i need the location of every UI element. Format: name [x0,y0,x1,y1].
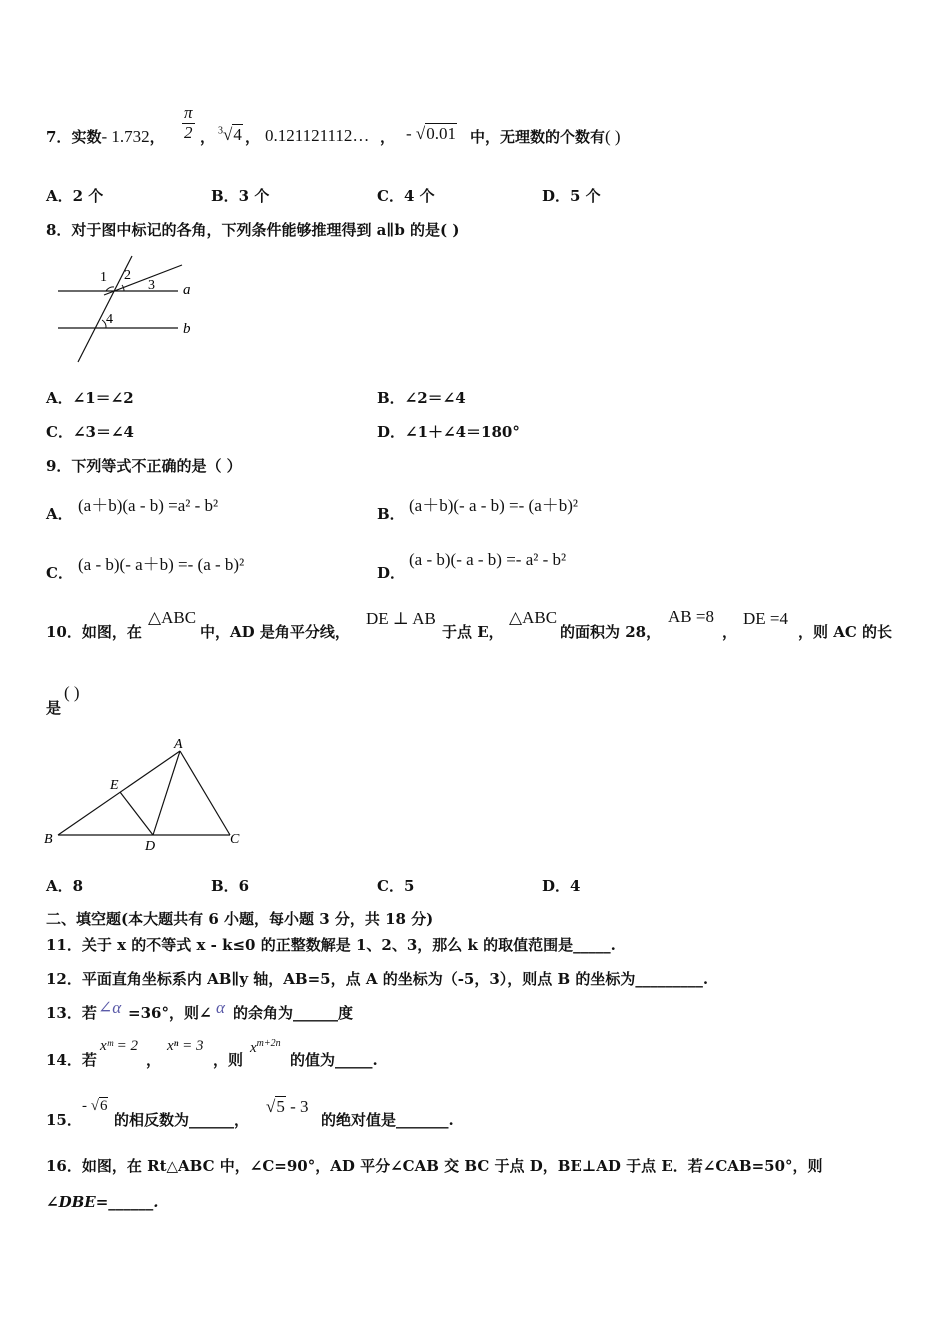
q14-prefix: 14．若 [46,1051,97,1069]
q14-expr-1: xᵐ = 2 [100,1038,139,1054]
q10-option-c: C．5 [377,877,415,895]
sqrt-sign-icon: √ [223,125,233,144]
q11-question: 11．关于 x 的不等式 x - k≤0 的正整数解是 1、2、3，那么 k 的取值范围是_____. [46,936,616,954]
q16-line-1: 16．如图，在 Rt△ABC 中，∠C=90°，AD 平分∠CAB 交 BC 于点 D，BE⊥AD 于点 E．若∠CAB=50°，则 [46,1157,823,1175]
q15-radicand-5: 5 [276,1097,285,1116]
q10-side-ab [58,751,180,835]
q14-mid: ，则 [213,1051,244,1069]
q7-paren: ( ) [605,127,621,146]
q10-text-4: 的面积为 28， [560,623,662,641]
sqrt-sign-icon: √ [90,1098,99,1114]
q7-cbrt-index: 3 [218,125,223,137]
q10-option-b: B．6 [211,877,250,895]
q8-label-3: 3 [148,278,155,293]
q7-comma-3: ， [245,128,261,146]
q10-figure [40,735,250,855]
q14-power [250,1038,281,1057]
q15-number: 15． [46,1111,82,1129]
q15-text-1: 的相反数为______， [114,1111,250,1129]
q7-option-b: B．3 个 [211,187,270,205]
q10-paren: ( ) [64,683,80,702]
q10-number: 10．如图，在 [46,623,142,641]
q7-prefix: 实数 [71,128,102,146]
q13-angle-alpha: ∠α [98,998,122,1017]
q8-option-d: D．∠1＋∠4＝180° [377,423,520,441]
q7-pi-over-2 [182,104,195,142]
q9-question: 9．下列等式不正确的是（ ） [46,457,242,475]
q15-radicand-6: 6 [99,1098,108,1114]
q7-option-c: C．4 个 [377,187,435,205]
q9-option-d-label: D． [377,564,406,582]
q8-angle-arc-1 [106,287,114,291]
q10-ab: AB =8 [668,607,714,626]
q10-side-ac [180,751,230,835]
q7-neg-sqrt [406,124,457,144]
q7-number: 7． [46,128,72,146]
q10-triangle-2: △ABC [509,608,558,627]
q7-sqrt-radicand: 0.01 [426,124,457,143]
q13-alpha: α [216,998,225,1017]
q7-suffix-text: 中，无理数的个数有 [470,128,606,146]
q7-option-d: D．5 个 [542,187,601,205]
q10-text-5: ，则 AC 的长 [798,623,893,641]
q7-option-a: A．2 个 [46,187,104,205]
q10-segment-de [120,792,153,835]
q7-comma: ， [149,128,165,146]
q9-option-b-expr: (a＋b)(- a - b) =- (a＋b)² [409,496,579,515]
q9-option-b-label: B． [377,505,405,523]
q7-cbrt-radicand: 4 [233,125,242,144]
q8-option-c: C．∠3＝∠4 [46,423,134,441]
q9-option-c-expr: (a - b)(- a＋b) =- (a - b)² [78,555,245,574]
q8-label-4: 4 [106,312,113,327]
q10-option-d: D．4 [542,877,581,895]
q13-suffix: 的余角为______度 [233,1004,354,1022]
q14-base: x [250,1040,257,1056]
q14-suffix: 的值为_____. [290,1051,378,1069]
q15-neg-sqrt6 [82,1098,108,1115]
q7-cbrt [218,125,243,145]
q8-label-b: b [183,321,191,337]
q10-text-3: 于点 E， [442,623,504,641]
q8-figure [54,250,224,370]
q7-pi: π [184,103,193,122]
q14-expr-2: xⁿ = 3 [167,1038,204,1054]
q7-suffix [470,126,621,147]
q15-text-2: 的绝对值是_______. [321,1111,454,1129]
q10-perp: DE ⊥ AB [366,609,436,628]
q7-value-4: 0.121121112… [265,126,370,145]
q10-label-b: B [44,832,53,847]
q10-option-a: A．8 [46,877,84,895]
q7-comma-4: ， [380,128,396,146]
q15-minus-3: - 3 [290,1097,309,1116]
q10-label-e: E [110,778,119,793]
q10-label-d: D [145,839,156,854]
q9-option-c-label: C． [46,564,73,582]
q9-option-a-expr: (a＋b)(a - b) =a² - b² [78,496,219,515]
q9-option-d-expr: (a - b)(- a - b) =- a² - b² [409,550,567,569]
q10-text-6: 是 [46,699,62,717]
q8-label-1: 1 [100,270,107,285]
q8-option-a: A．∠1＝∠2 [46,389,134,407]
q7-value-1: - 1.732 [101,127,150,146]
q7-comma-2: ， [200,128,216,146]
q12-question: 12．平面直角坐标系内 AB∥y 轴，AB=5，点 A 的坐标为（-5，3），则点 B 的坐标为_________. [46,970,709,988]
q9-option-a-label: A． [46,505,73,523]
section-2-heading: 二、填空题(本大题共有 6 小题，每小题 3 分，共 18 分) [46,910,434,928]
q10-label-a: A [174,737,183,752]
q8-option-b: B．∠2＝∠4 [377,389,466,407]
q10-de: DE =4 [743,609,788,628]
sqrt-sign-icon: √ [415,124,426,143]
q8-question: 8．对于图中标记的各角，下列条件能够推理得到 a∥b 的是( ) [46,221,460,239]
q10-triangle-1: △ABC [148,608,197,627]
q7-two: 2 [184,122,193,142]
q16-line-2: ∠DBE=______. [46,1193,159,1211]
q14-comma: ， [146,1051,162,1069]
q15-neg: - [82,1098,87,1114]
q10-label-c: C [230,832,240,847]
q15-sqrt5-minus-3 [266,1097,309,1117]
q13-mid: =36°，则∠ [128,1004,212,1022]
q8-label-2: 2 [124,268,131,283]
q7-neg: - [406,124,412,143]
q10-segment-ad [153,751,180,835]
q13-prefix: 13．若 [46,1004,97,1022]
q10-comma: ， [722,623,738,641]
sqrt-sign-icon: √ [266,1097,276,1116]
q14-exponent: m+2n [256,1038,281,1049]
q8-label-a: a [183,282,191,298]
q10-text-2: 中，AD 是角平分线， [200,623,350,641]
q7-line [46,126,165,147]
